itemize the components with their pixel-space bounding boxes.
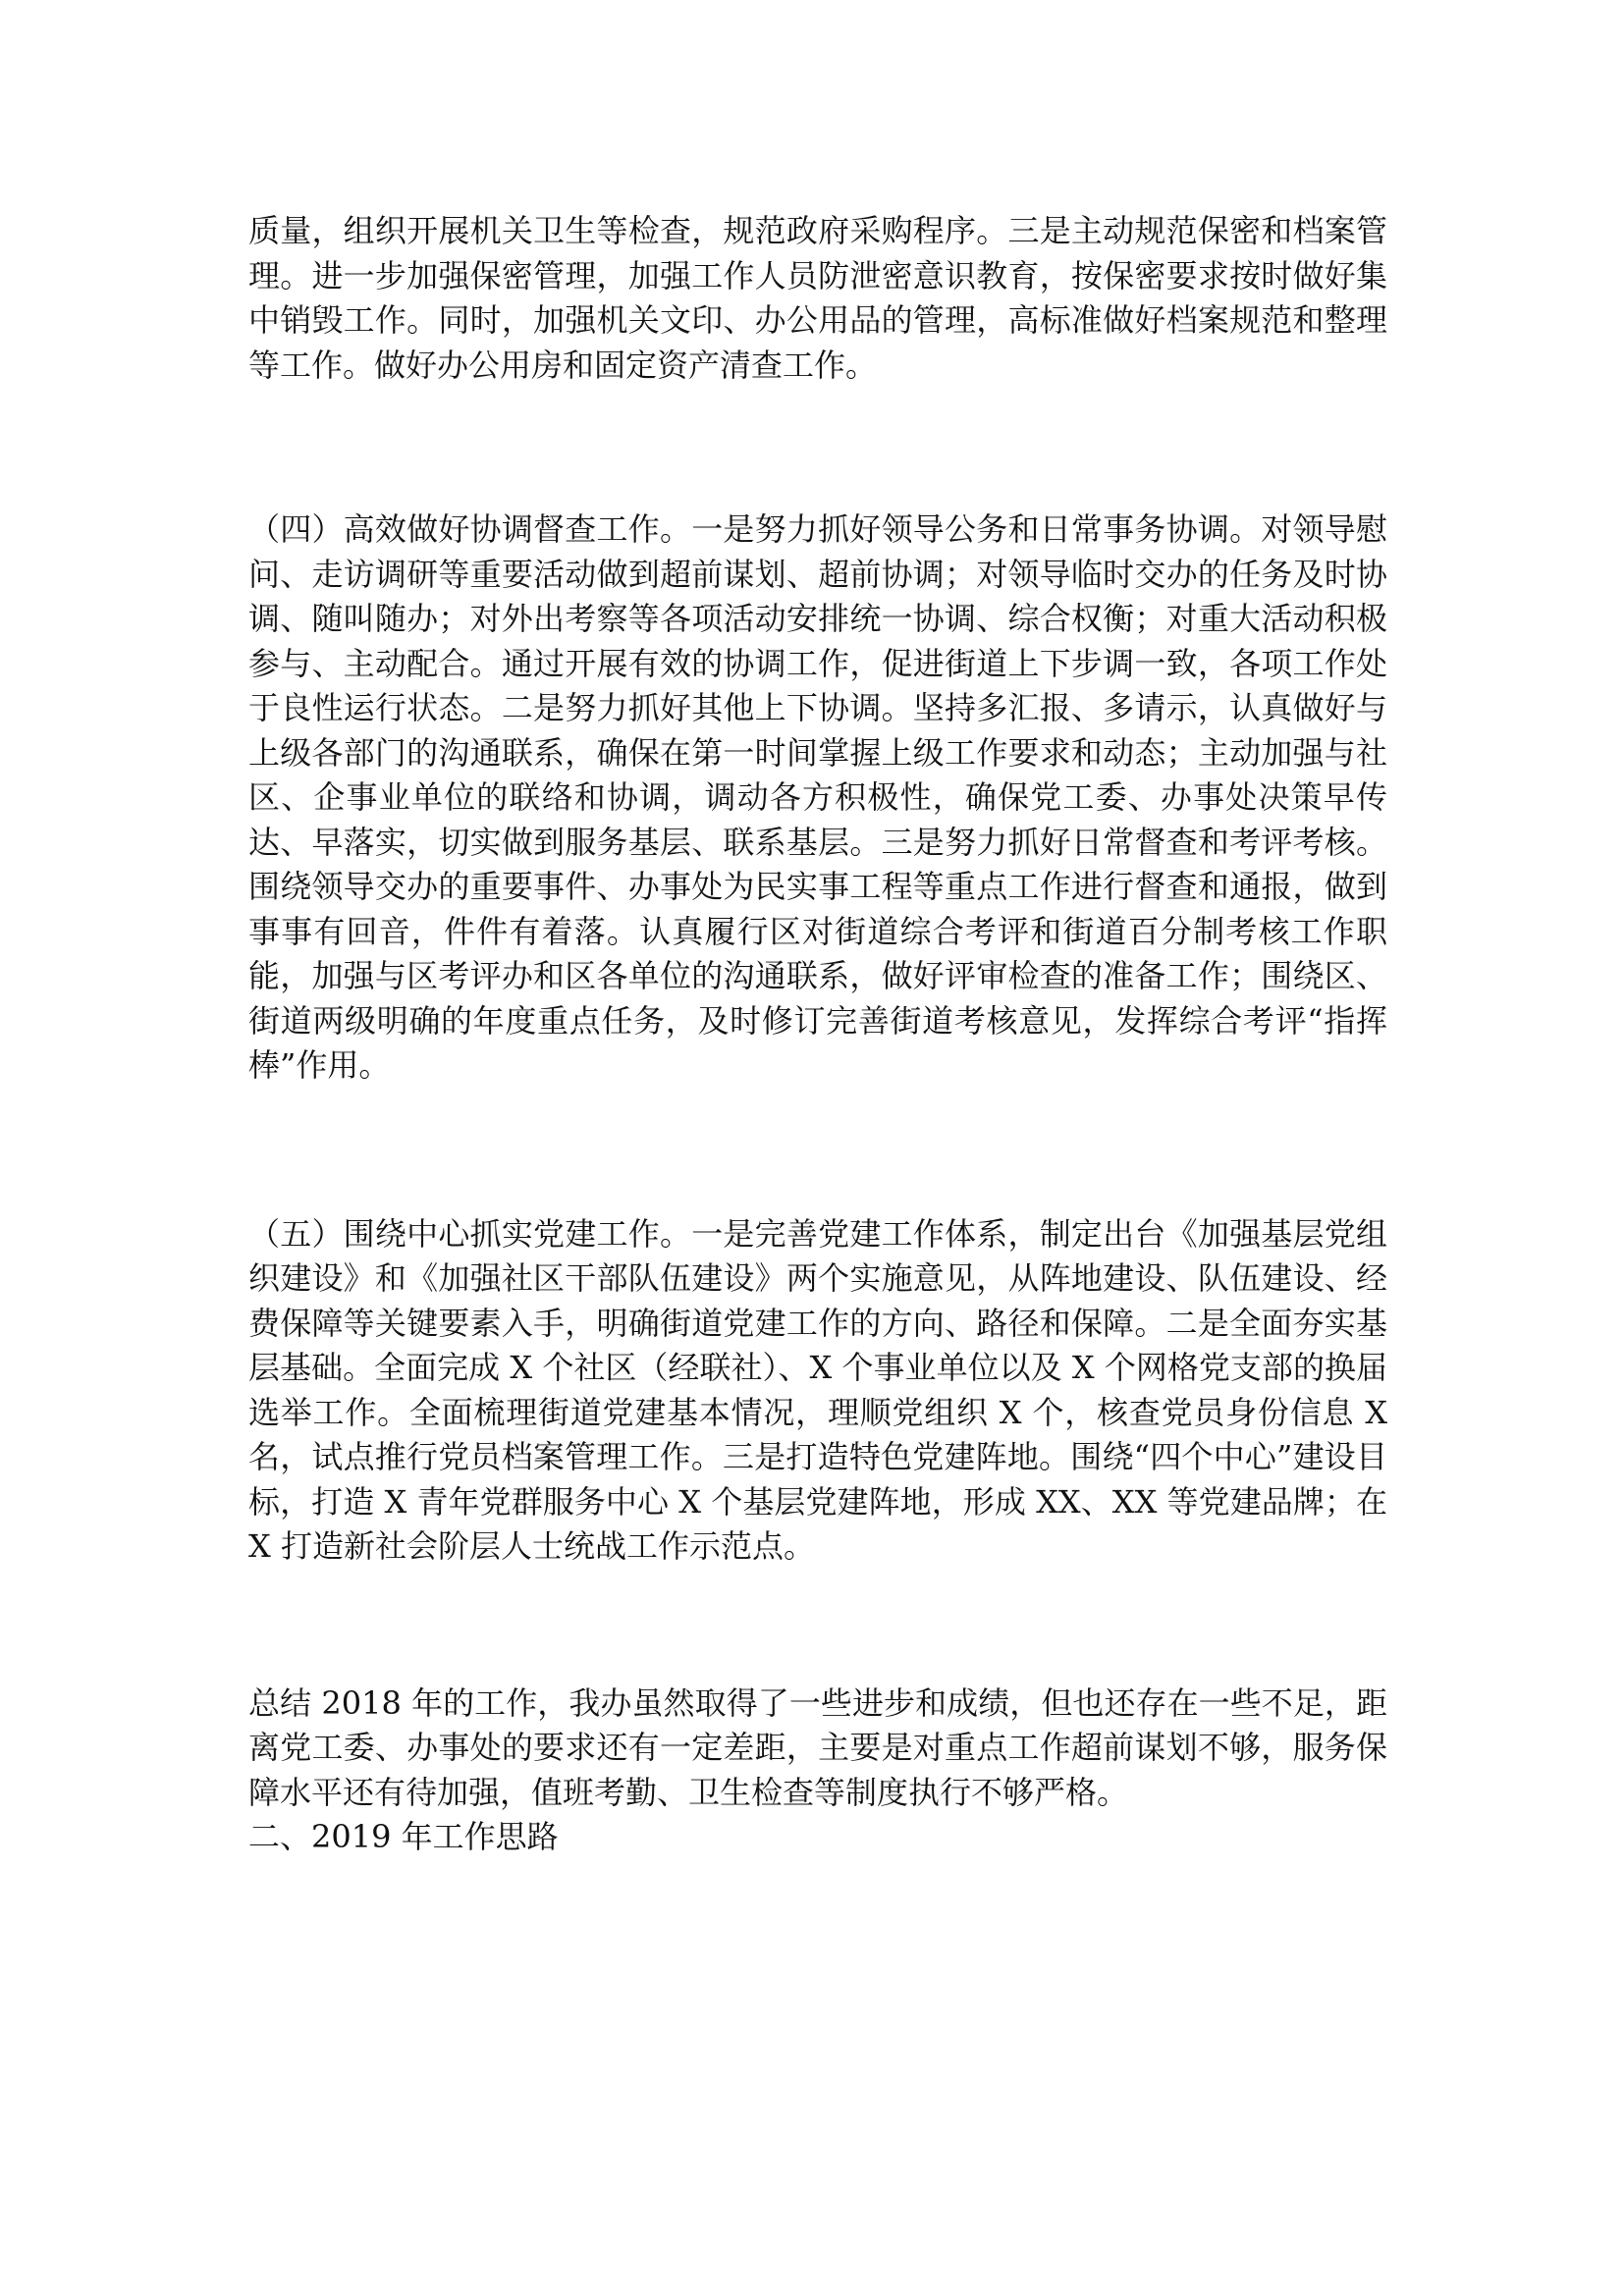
paragraph-office-management: 质量，组织开展机关卫生等检查，规范政府采购程序。三是主动规范保密和档案管理。进一步加强保密管理，加强工作人员防泄密意识教育，按保密要求按时做好集中销毁工作。同时，加强机关文印、办公用品的管理，高标准做好档案规范和整理等工作。做好办公用房和固定资产清查工作。	[248, 212, 1387, 384]
section-heading-2019-plan: 二、2019 年工作思路	[248, 1818, 559, 1855]
paragraph-coordination-supervision: （四）高效做好协调督查工作。一是努力抓好领导公务和日常事务协调。对领导慰问、走访调研等重要活动做到超前谋划、超前协调；对领导临时交办的任务及时协调、随叫随办；对外出考察等各项活动安排统一协调、综合权衡；对重大活动积极参与、主动配合。通过开展有效的协调工作，促进街道上下步调一致，各项工作处于良性运行状态。二是努力抓好其他上下协调。坚持多汇报、多请示，认真做好与上级各部门的沟通联系，确保在第一时间掌握上级工作要求和动态；主动加强与社区、企事业单位的联络和协调，调动各方积极性，确保党工委、办事处决策早传达、早落实，切实做到服务基层、联系基层。三是努力抓好日常督查和考评考核。围绕领导交办的重要事件、办事处为民实事工程等重点工作进行督查和通报，做到事事有回音，件件有着落。认真履行区对街道综合考评和街道百分制考核工作职能，加强与区考评办和区各单位的沟通联系，做好评审检查的准备工作；围绕区、街道两级明确的年度重点任务，及时修订完善街道考核意见，发挥综合考评“指挥棒”作用。	[248, 510, 1387, 1084]
paragraph-party-building: （五）围绕中心抓实党建工作。一是完善党建工作体系，制定出台《加强基层党组织建设》和《加强社区干部队伍建设》两个实施意见，从阵地建设、队伍建设、经费保障等关键要素入手，明确街道党建工作的方向、路径和保障。二是全面夯实基层基础。全面完成 X 个社区（经联社）、X 个事业单位以及 X 个网格党支部的换届选举工作。全面梳理街道党建基本情况，理顺党组织 X 个，核查党员身份信息 X 名，试点推行党员档案管理工作。三是打造特色党建阵地。围绕“四个中心”建设目标，打造 X 青年党群服务中心 X 个基层党建阵地，形成 XX、XX 等党建品牌；在 X 打造新社会阶层人士统战工作示范点。	[248, 1214, 1387, 1565]
paragraph-summary-2018: 总结 2018 年的工作，我办虽然取得了一些进步和成绩，但也还存在一些不足，距离党工委、办事处的要求还有一定差距，主要是对重点工作超前谋划不够，服务保障水平还有待加强，值班考勤、卫生检查等制度执行不够严格。	[248, 1683, 1387, 1811]
document-body	[248, 209, 1387, 1860]
